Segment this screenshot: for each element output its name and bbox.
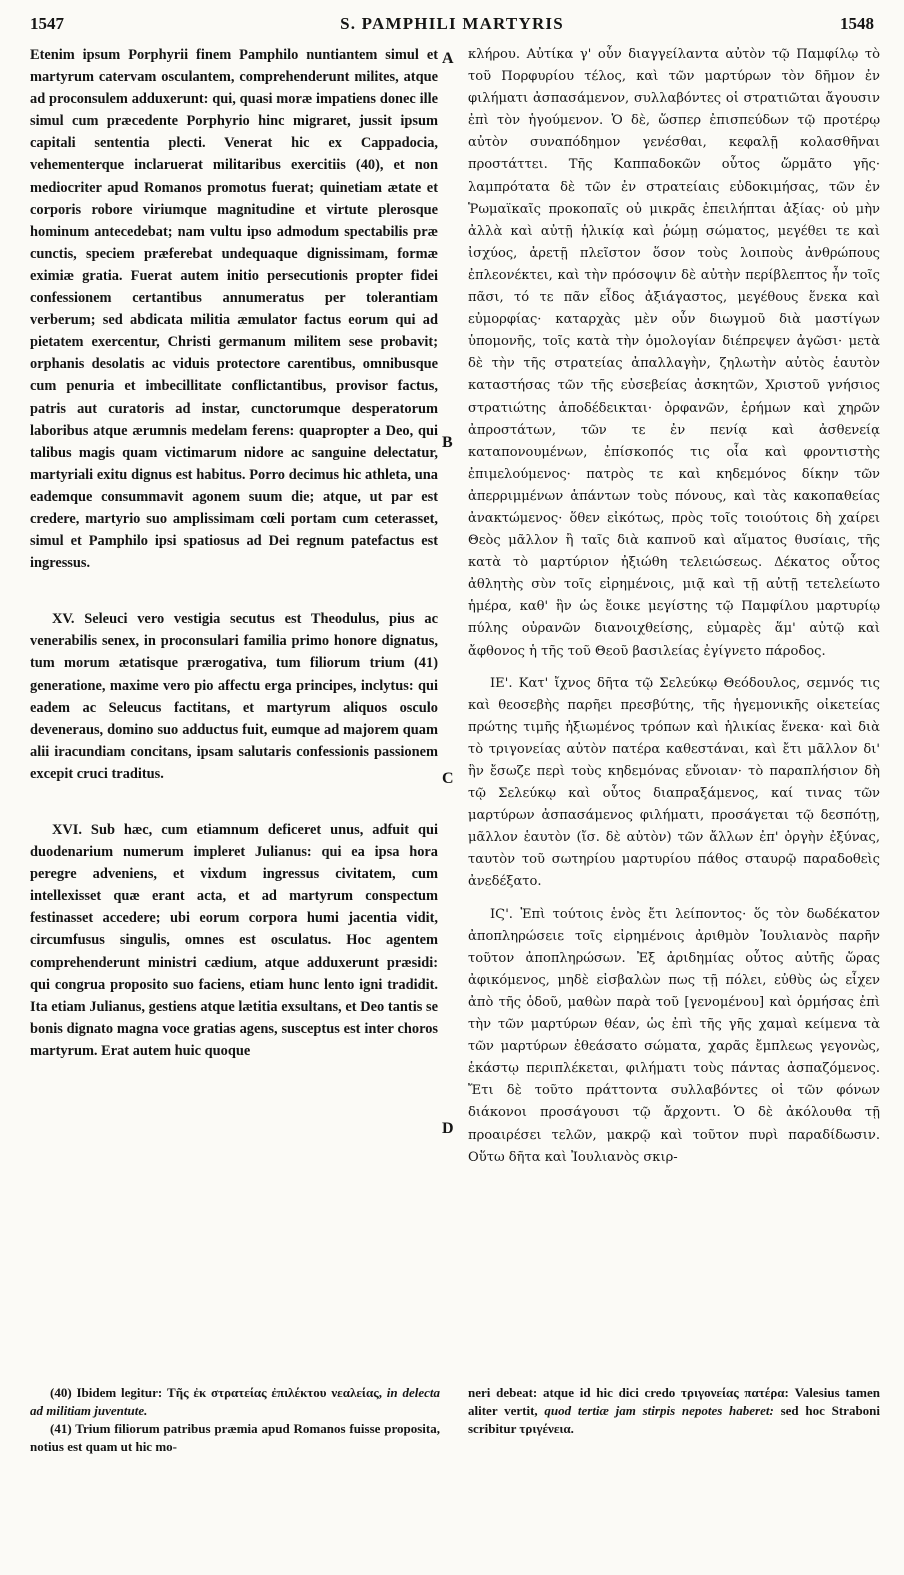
footnotes-right (468, 1384, 880, 1438)
footnote-41-continued: neri debeat: atque id hic dici credo τριγονείας πατέρα: Valesius tamen aliter vertit, quod tertiæ jam stirpis nepotes haberet: sed hoc Straboni scribitur τριγένεια. (468, 1385, 881, 1436)
margin-marker-a: A (442, 50, 454, 67)
page-number-left: 1547 (30, 14, 64, 33)
greek-paragraph-xvi: ΙϚ'. Ἐπὶ τούτοις ἑνὸς ἔτι λείποντος· ὅς τὸν δωδέκατον ἀποπληρώσειε τοῖς εἰρημένοις ἀριθμὸν Ἰουλιανὸς παρῆν τοῦτον ἀποπληρώσων. Ἐξ ἀριδημίας οὗτος αὐτῆς ὥρας ἀφικόμενος, μηδὲ εἰσβαλὼν πως τῇ πόλει, εὐθὺς ὡς εἶχεν ἀπὸ τῆς ὁδοῦ, μαθὼν παρὰ τοῦ [γενομένου] καὶ ὁρμήσας ἐπὶ τὴν τῶν μαρτύρων θέαν, ὡς ἐπὶ τῆς γῆς χαμαὶ κείμενα τὰ τῶν μαρτύρων ἐθεάσατο σώματα, χαρᾶς ἔμπλεως γεγονὼς, ἑκάστῳ περιπλέκεται, φιλήματι τοὺς πάντας ἀσπαζόμενος. Ἔτι δὲ τοῦτο πράττοντα συλλαβόντες οἱ τῶν φόνων διάκονοι προσάγουσι τῷ ἄρχοντι. Ὁ δὲ ἀκόλουθα τῇ προαιρέσει τελῶν, μακρῷ καὶ τοῦτον πυρὶ παραδίδωσιν. Οὕτω δῆτα καὶ Ἰουλιανὸς σκιρ- (468, 906, 880, 1165)
running-title: S. PAMPHILI MARTYRIS (340, 14, 564, 33)
page-number-right: 1548 (840, 14, 874, 33)
footnote-40: (40) Ibidem legitur: Τῆς ἐκ στρατείας ἐπιλέκτου νεαλείας, in delecta ad militiam juventute. (30, 1385, 441, 1418)
page-header (0, 14, 904, 42)
footnote-41: (41) Trium filiorum patribus præmia apud Romanos fuisse proposita, notius est quam ut hic mo- (30, 1421, 440, 1454)
margin-marker-c: C (442, 770, 454, 787)
greek-column (468, 44, 880, 1169)
latin-column (30, 44, 438, 1062)
footnotes-left (30, 1384, 440, 1456)
greek-paragraph-1: κλήρου. Αὐτίκα γ' οὖν διαγγείλαντα αὐτὸν τῷ Παμφίλῳ τὸ τοῦ Πορφυρίου τέλος, καὶ τῶν μαρτύρων τὸν δῆμον ἐν φιλήματι ἀσπασάμενον, συλλαβόντες οἱ στρατιῶται ἄγουσιν ἐπὶ τὸν ἡγούμενον. Ὁ δὲ, ὥσπερ ἐπισπεύδων τῷ προτέρῳ αὐτὸν συναπόδημον γενέσθαι, κεφαλῇ κολασθῆναι προστάττει. Τῆς Καππαδοκῶν οὗτος ὥρμᾶτο γῆς· λαμπρότατα δὲ τῶν ἐν στρατείαις εὐδοκιμήσας, τῶν ἐν Ῥωμαϊκαῖς προκοπαῖς οὐ μικρᾶς ἐπειλήπται ἀξίας· οὐ μὴν ἀλλὰ καὶ αὐτῇ ἡλικίᾳ καὶ ῥώμῃ σώματος, μεγέθει τε καὶ ἰσχύος, ἀρετῇ πλεῖστον ὅσον τοὺς λοιποὺς ἀνθρώπους ἐπλεονέκτει, καὶ τὴν πρόσοψιν δὲ αὐτὴν περίβλεπτος ἦν τοῖς πᾶσι, τό τε πᾶν εἶδος ἀξιάγαστος, μεγέθους ἕνεκα καὶ εὐμορφίας· καταρχὰς μὲν οὖν διωγμοῦ διὰ μαστίγων ὑπομονῆς, τοῖς κατὰ τὴν ὁμολογίαν διέπρεψεν ἀγῶσι· μετὰ δὲ τὴν τῆς στρατείας ἀπαλλαγὴν, ζηλωτὴν αὐτὸς ἑαυτὸν καταστήσας τῶν τῆς εὐσεβείας ἀσκητῶν, Χριστοῦ γνήσιος στρατιώτης ἀποδέδεικται· ὀρφανῶν, ἐρήμων καὶ χηρῶν ἀπροστάτων, τῶν τε ἐν πενίᾳ καὶ ἀσθενείᾳ καταπονουμένων, ἐπίσκοπός τις οἷα καὶ φροντιστὴς ἐπιμελούμενος· πατρὸς τε καὶ κηδεμόνος δίκην τῶν ἀπερριμμένων ἁπάντων τοὺς πόνους, καὶ τὰς κακοπαθείας ἀνακτώμενος· ὅθεν εἰκότως, πρὸς τοῖς τοιούτοις δὴ χαίρει Θεὸς μᾶλλον ἢ ταῖς διὰ καπνοῦ καὶ αἵματος θυσίαις, τῆς κατὰ τὸ μαρτύριον ἠξιώθη τελειώσεως. Δέκατος οὗτος ἀθλητὴς σὺν τοῖς εἰρημένοις, μιᾷ καὶ τῇ αὐτῇ τετελείωτο ἡμέρα, καθ' ἣν ὡς ἔοικε μεγίστης τῷ Παμφίλου μαρτυρίῳ πύλης οὐρανῶν διανοιχθείσης, εὐμαρὲς ἅμ' αὐτῷ καὶ ἄφθονος ἡ τῆς τοῦ Θεοῦ βασιλείας ἐγίγνετο πάροδος. (468, 47, 880, 659)
latin-paragraph-xvi: XVI. Sub hæc, cum etiamnum deficeret unus, adfuit qui duodenarium numerum impleret Julianus: qui ea ipsa hora peregre adveniens, et vixdum ingressus civitatem, cum intellexisset quæ erant acta, et ad martyrum conspectum festinasset accedere; ubi eorum corpora humi jacentia vidit, circumfusus singulis, omnes est osculatus. Hoc agentem comprehenderunt ministri cædium, atque adduxerunt præsidi: qui congrua proposito suo faciens, etiam hunc lento igni tradidit. Ita etiam Julianus, gestiens atque lætitia exsultans, et Deo tantis se bonis dignato magna voce gratias agens, susceptus est inter choros martyrum. Erat autem huic quoque (30, 822, 438, 1059)
greek-paragraph-xv: ΙΕ'. Κατ' ἴχνος δῆτα τῷ Σελεύκῳ Θεόδουλος, σεμνός τις καὶ θεοσεβὴς παρῆει πρεσβύτης, τῆς ἡγεμονικῆς οἰκετείας πρώτης τιμῆς ἠξιωμένος τρόπων καὶ ἡλικίας ἕνεκα· καὶ διὰ τὸ τριγονείας αὐτὸν πατέρα καθεστάναι, καὶ ἔτι μᾶλλον δι' ἣν ἔσωζε περὶ τοὺς κηδεμόνας εὔνοιαν· τὸ παραπλήσιον δὴ τῷ Σελεύκῳ καὶ οὗτος διαπραξάμενος, καί τινας τῶν μαρτύρων ἀσπασάμενος φιλήματι, προσάγεται τῷ δεσπότῃ, μᾶλλον ἑαυτὸν (ἴσ. δὲ αὐτὸν) τῶν ἄλλων ἐπ' ὀργὴν ἐξύνας, ταυτὸν τοῦ σωτηρίου μαρτυρίου πάθος σταυρῷ παραδοθεὶς ἀνεδέξατο. (468, 675, 880, 890)
latin-paragraph-xv: XV. Seleuci vero vestigia secutus est Theodulus, pius ac venerabilis senex, in proconsulari familia primo honore dignatus, tum morum ætatisque prærogativa, tum filiorum trium (41) generatione, maxime vero pio affectu erga principes, inclytus: qui eadem ac Seleucus factitans, et martyrum aliquos osculo deveneraus, domino suo adductus fuit, eumque ad majorem quam alii iracundiam concitans, ipsam salutaris confessionis passionem excepit cruci traditus. (30, 611, 438, 782)
latin-paragraph-1: Etenim ipsum Porphyrii finem Pamphilo nuntiantem simul et martyrum catervam osculantem, comprehenderunt milites, atque ad proconsulem adduxerunt: qui, quasi moræ impatiens donec ille simul cum præcedente Porphyrio hinc migraret, jussit ipsum capitali sententia plecti. Venerat hic ex Cappadocia, vehementerque inclaruerat militaribus exercitiis (40), et non mediocriter apud Romanos promotus fuerat; quinetiam ætate et corporis robore viriumque magnitudine et virtute plerosque hominum antecedebat; nam vultu ipso admodum spectabilis præ cunctis, speciem præferebat undequaque dignissimam, formæ eximiæ gratia. Fuerat autem initio persecutionis propter fidei confessionem certantibus annumeratus per tolerantiam verberum; sed abdicata militia æmulator factus eorum qui ad pietatem exercentur, Christi germanum militem sese probavit; orphanis desolatis ac viduis protectore carentibus, omnibusque cum penuria et imbecillitate conflictantibus, provisor factus, patris aut curatoris ad instar, cunctorumque desperatorum laboribus atque ærumnis medelam ferens: quapropter a Deo, qui talibus magis quam victimarum nidore ac sanguine delectatur, martyriali exitu dignus est habitus. Porro decimus hic athleta, una eademque consummavit agonem suum die; atque, ut par est credere, martyrio suo amplissimam cœli portam cum ceterasset, simul et Pamphilo ipsi spatiosus ad Dei regnum patefactus est ingressus. (30, 47, 438, 572)
margin-marker-b: B (442, 434, 453, 451)
margin-marker-d: D (442, 1120, 454, 1137)
